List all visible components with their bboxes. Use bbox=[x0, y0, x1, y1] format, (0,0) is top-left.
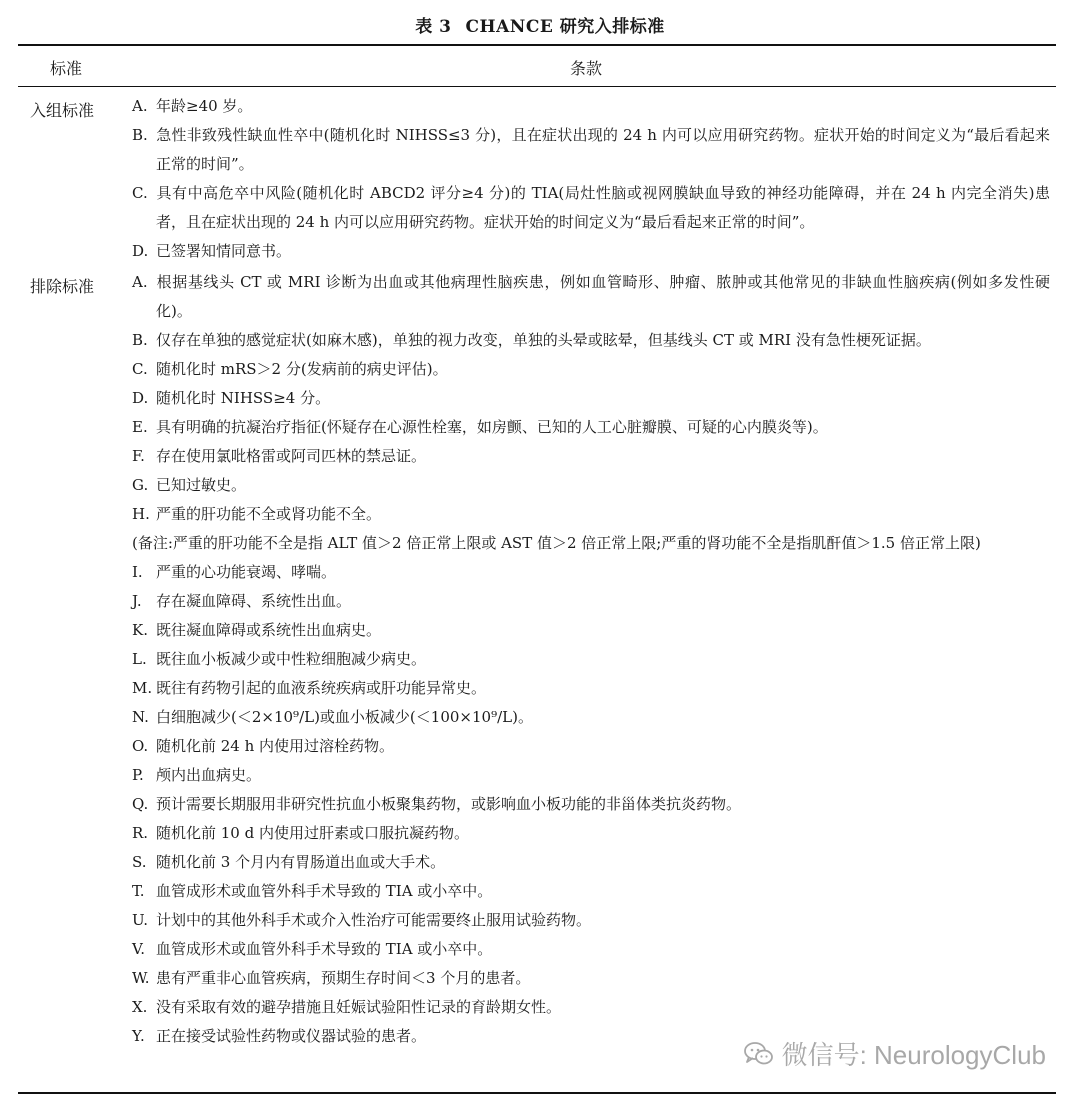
exclusion-item: D. 随机化时 NIHSS≥4 分。 bbox=[132, 389, 331, 407]
exclusion-item: O. 随机化前 24 h 内使用过溶栓药物。 bbox=[132, 737, 395, 755]
exclusion-item: Q. 预计需要长期服用非研究性抗血小板聚集药物，或影响血小板功能的非甾体类抗炎药物。 bbox=[132, 795, 742, 813]
exclusion-item: U. 计划中的其他外科手术或介入性治疗可能需要终止服用试验药物。 bbox=[132, 911, 592, 929]
watermark bbox=[744, 1035, 1046, 1072]
exclusion-item: G. 已知过敏史。 bbox=[132, 476, 247, 494]
exclusion-note: (备注:严重的肝功能不全是指 ALT 值＞2 倍正常上限或 AST 值＞2 倍正常上限;严重的肾功能不全是指肌酐值＞1.5 倍正常上限) bbox=[132, 534, 981, 552]
inclusion-label: 入组标准 bbox=[30, 101, 95, 120]
exclusion-item: E. 具有明确的抗凝治疗指征(怀疑存在心源性栓塞，如房颤、已知的人工心脏瓣膜、可疑的心内膜炎等)。 bbox=[132, 418, 828, 436]
bottom-rule bbox=[18, 1092, 1056, 1094]
exclusion-item: M. 既往有药物引起的血液系统疾病或肝功能异常史。 bbox=[132, 679, 487, 697]
inclusion-list bbox=[132, 92, 1050, 266]
exclusion-item: V. 血管成形术或血管外科手术导致的 TIA 或小卒中。 bbox=[132, 940, 493, 958]
exclusion-item: F. 存在使用氯吡格雷或阿司匹林的禁忌证。 bbox=[132, 447, 427, 465]
inclusion-item: D. 已签署知情同意书。 bbox=[132, 242, 292, 260]
exclusion-item: Y. 正在接受试验性药物或仪器试验的患者。 bbox=[132, 1027, 427, 1045]
exclusion-item: W. 患有严重非心血管疾病，预期生存时间＜3 个月的患者。 bbox=[132, 969, 531, 987]
exclusion-label: 排除标准 bbox=[30, 277, 95, 296]
exclusion-item: T. 血管成形术或血管外科手术导致的 TIA 或小卒中。 bbox=[132, 882, 493, 900]
wechat-icon bbox=[744, 1041, 774, 1067]
exclusion-item: S. 随机化前 3 个月内有胃肠道出血或大手术。 bbox=[132, 853, 446, 871]
exclusion-item: I. 严重的心功能衰竭、哮喘。 bbox=[132, 563, 337, 581]
table-number: 表 3 bbox=[415, 17, 452, 37]
exclusion-item: R. 随机化前 10 d 内使用过肝素或口服抗凝药物。 bbox=[132, 824, 469, 842]
header-criteria: 标准 bbox=[50, 59, 83, 78]
inclusion-item: A. 年龄≥40 岁。 bbox=[132, 97, 253, 115]
exclusion-item: H. 严重的肝功能不全或肾功能不全。 bbox=[132, 505, 382, 523]
exclusion-item: J. 存在凝血障碍、系统性出血。 bbox=[132, 592, 352, 610]
table-caption bbox=[0, 12, 1080, 37]
header-clauses: 条款 bbox=[570, 59, 603, 78]
exclusion-item: A. 根据基线头 CT 或 MRI 诊断为出血或其他病理性脑疾患，例如血管畸形、肿瘤、脓肿或其他常见的非缺血性脑疾病(例如多发性硬化)。 bbox=[132, 273, 1050, 320]
exclusion-item: X. 没有采取有效的避孕措施且妊娠试验阳性记录的育龄期女性。 bbox=[132, 998, 562, 1016]
watermark-text: 微信号: NeurologyClub bbox=[781, 1040, 1046, 1070]
top-rule bbox=[18, 44, 1056, 46]
exclusion-list bbox=[132, 268, 1050, 1051]
exclusion-item: K. 既往凝血障碍或系统性出血病史。 bbox=[132, 621, 382, 639]
exclusion-item: C. 随机化时 mRS＞2 分(发病前的病史评估)。 bbox=[132, 360, 448, 378]
header-rule bbox=[18, 86, 1056, 87]
exclusion-item: B. 仅存在单独的感觉症状(如麻木感)，单独的视力改变，单独的头晕或眩晕，但基线头 CT 或 MRI 没有急性梗死证据。 bbox=[132, 331, 931, 349]
exclusion-item: P. 颅内出血病史。 bbox=[132, 766, 262, 784]
inclusion-item: C. 具有中高危卒中风险(随机化时 ABCD2 评分≥4 分)的 TIA(局灶性脑或视网膜缺血导致的神经功能障碍，并在 24 h 内完全消失)患者，且在症状出现的 24 h 内可以应用研究药物。症状开始的时间定义为“最后看起来正常的时间”。 bbox=[132, 184, 1050, 231]
table-title: CHANCE 研究入排标准 bbox=[465, 17, 665, 37]
exclusion-item: N. 白细胞减少(＜2×10⁹/L)或血小板减少(＜100×10⁹/L)。 bbox=[132, 708, 533, 726]
inclusion-item: B. 急性非致残性缺血性卒中(随机化时 NIHSS≤3 分)，且在症状出现的 24 h 内可以应用研究药物。症状开始的时间定义为“最后看起来正常的时间”。 bbox=[132, 126, 1050, 173]
exclusion-item: L. 既往血小板减少或中性粒细胞减少病史。 bbox=[132, 650, 427, 668]
